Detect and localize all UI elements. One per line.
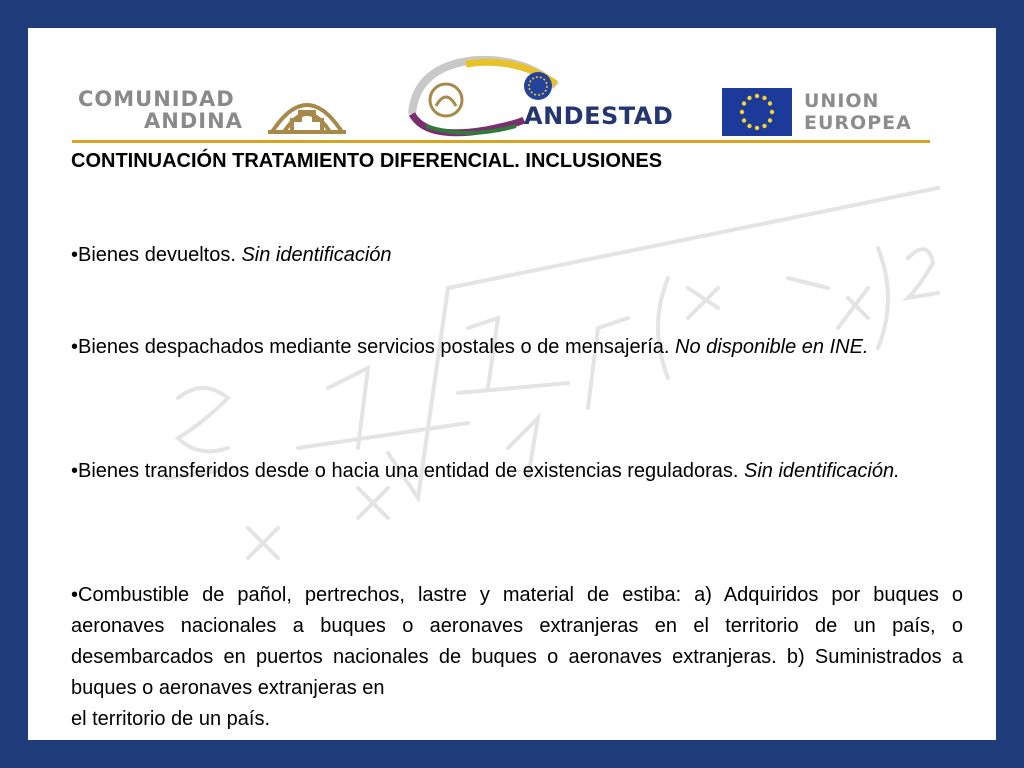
- slide-content: [71, 144, 963, 730]
- list-item: [71, 332, 963, 363]
- comunidad-andina-wordmark: [78, 88, 258, 132]
- item-text: •Combustible de pañol, pertrechos, lastre y material de estiba: a) Adquiridos por buques o aeronaves nacionales a buques o aeronaves extranjeras en el territorio de un país, o desembarcados en puertos nacionales de buques o aeronaves extranjeras. b) Suministrados a buques o aeronaves extranjeras en: [71, 584, 963, 699]
- comunidad-andina-logo: [78, 84, 358, 136]
- item-text-last: el territorio de un país.: [71, 708, 270, 730]
- list-item: [71, 240, 963, 271]
- logo-left-line1: COMUNIDAD: [78, 87, 235, 111]
- union-europea-wordmark: [804, 90, 912, 134]
- item-note: Sin identificación.: [744, 460, 900, 482]
- list-item: [71, 456, 963, 487]
- list-item: [71, 580, 963, 735]
- header: [28, 28, 996, 150]
- item-text: •Bienes devueltos.: [71, 244, 242, 266]
- slide-title: CONTINUACIÓN TRATAMIENTO DIFERENCIAL. INCLUSIONES: [71, 150, 663, 172]
- logo-right-line2: EUROPEA: [804, 112, 912, 134]
- item-note: Sin identificación: [241, 244, 392, 266]
- union-europea-logo: [722, 86, 932, 138]
- item-note: No disponible en INE.: [675, 336, 869, 358]
- eu-flag-icon: [722, 88, 792, 136]
- andestad-logo: [406, 56, 686, 140]
- header-divider: [72, 140, 930, 143]
- logo-right-line1: UNION: [804, 90, 880, 112]
- andestad-wordmark: ANDESTAD: [524, 102, 674, 130]
- andean-arch-icon: [268, 84, 346, 134]
- item-text: •Bienes despachados mediante servicios postales o de mensajería.: [71, 336, 676, 358]
- slide: [28, 28, 996, 740]
- logo-left-line2: ANDINA: [144, 109, 243, 133]
- item-text: •Bienes transferidos desde o hacia una entidad de existencias reguladoras.: [71, 460, 744, 482]
